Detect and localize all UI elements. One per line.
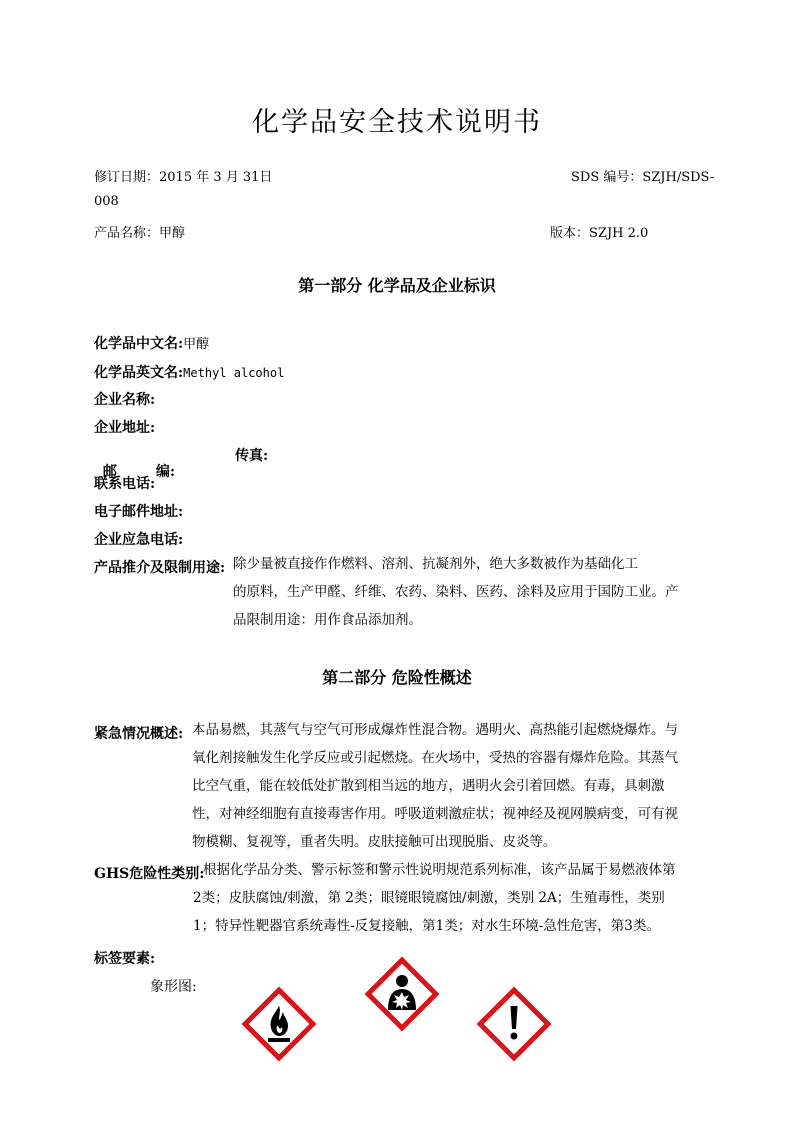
en-name-label: 化学品英文名: xyxy=(94,365,184,381)
emergency-overview-row xyxy=(94,723,183,743)
company-address-label: 企业地址: xyxy=(94,420,156,436)
postcode-label: 邮 编: xyxy=(102,464,176,480)
company-name-label: 企业名称: xyxy=(94,392,156,408)
label-elements-label: 标签要素: xyxy=(94,951,156,967)
email-label: 电子邮件地址: xyxy=(94,504,184,520)
emergency-line: 本品易燃，其蒸气与空气可形成爆炸性混合物。遇明火、高热能引起燃烧爆炸。与 xyxy=(192,722,678,738)
ghs-line: 1；特异性靶器官系统毒性-反复接触，第1类；对水生环境-急性危害，第3类。 xyxy=(193,918,660,934)
emergency-line: 氧化剂接触发生化学反应或引起燃烧。在火场中，受热的容器有爆炸危险。其蒸气 xyxy=(192,750,678,766)
sds-number-continued: 008 xyxy=(94,194,119,209)
emergency-line: 性，对神经细胞有直接毒害作用。呼吸道刺激症状；视神经及视网膜病变，可有视 xyxy=(192,806,678,822)
pictogram-label: 象形图: xyxy=(150,979,197,995)
ghs-category-text xyxy=(193,856,676,940)
use-text xyxy=(233,550,679,634)
emergency-line: 比空气重，能在较低处扩散到相当远的地方，遇明火会引着回燃。有毒，具刺激 xyxy=(192,778,665,794)
use-line: 的原料，生产甲醛、纤维、农药、染料、医药、涂料及应用于国防工业。产 xyxy=(233,584,679,600)
flame-icon xyxy=(241,986,317,1062)
cn-name-row xyxy=(94,333,209,353)
phone-row xyxy=(94,473,155,493)
fax-label: 传真: xyxy=(235,448,269,464)
fax-row xyxy=(235,445,268,465)
cn-name-label: 化学品中文名: xyxy=(94,336,184,352)
health-hazard-icon xyxy=(364,956,440,1032)
section-2-heading: 第二部分 危险性概述 xyxy=(322,668,472,687)
exclamation-icon xyxy=(476,986,552,1062)
phone-label: 联系电话: xyxy=(94,476,156,492)
company-address-row xyxy=(94,417,155,437)
section-1-heading: 第一部分 化学品及企业标识 xyxy=(298,276,496,295)
revision-date: 修订日期：2015 年 3 月 31日 xyxy=(94,170,273,185)
cn-name-value: 甲醇 xyxy=(183,337,210,352)
email-row xyxy=(94,501,183,521)
label-elements-row xyxy=(94,948,155,968)
en-name-value: Methyl alcohol xyxy=(183,366,285,380)
emergency-line: 物模糊、复视等，重者失明。皮肤接触可出现脱脂、皮炎等。 xyxy=(192,834,557,850)
document-title: 化学品安全技术说明书 xyxy=(252,107,542,138)
en-name-row xyxy=(94,362,284,382)
ghs-line: 2类；皮肤腐蚀/刺激，第 2类；眼镜眼镜腐蚀/刺激，类别 2A；生殖毒性，类别 xyxy=(193,890,665,906)
ghs-line: 根据化学品分类、警示标签和警示性说明规范系列标准，该产品属于易燃液体第 xyxy=(203,862,676,878)
emergency-phone-row xyxy=(94,529,183,549)
company-name-row xyxy=(94,389,155,409)
use-label-row xyxy=(94,557,225,577)
sds-number: SDS 编号：SZJH/SDS- xyxy=(571,170,715,185)
use-label: 产品推介及限制用途: xyxy=(94,560,226,576)
emergency-phone-label: 企业应急电话: xyxy=(94,532,184,548)
ghs-category-label: GHS危险性类别: xyxy=(94,866,205,882)
use-line: 除少量被直接作作燃料、溶剂、抗凝剂外，绝大多数被作为基础化工 xyxy=(233,556,638,572)
product-name: 产品名称：甲醇 xyxy=(94,226,186,241)
emergency-overview-label: 紧急情况概述: xyxy=(94,726,184,742)
emergency-overview-text xyxy=(192,716,678,856)
use-line: 品限制用途：用作食品添加剂。 xyxy=(233,612,422,628)
version: 版本：SZJH 2.0 xyxy=(550,226,649,241)
ghs-category-row xyxy=(94,863,204,883)
